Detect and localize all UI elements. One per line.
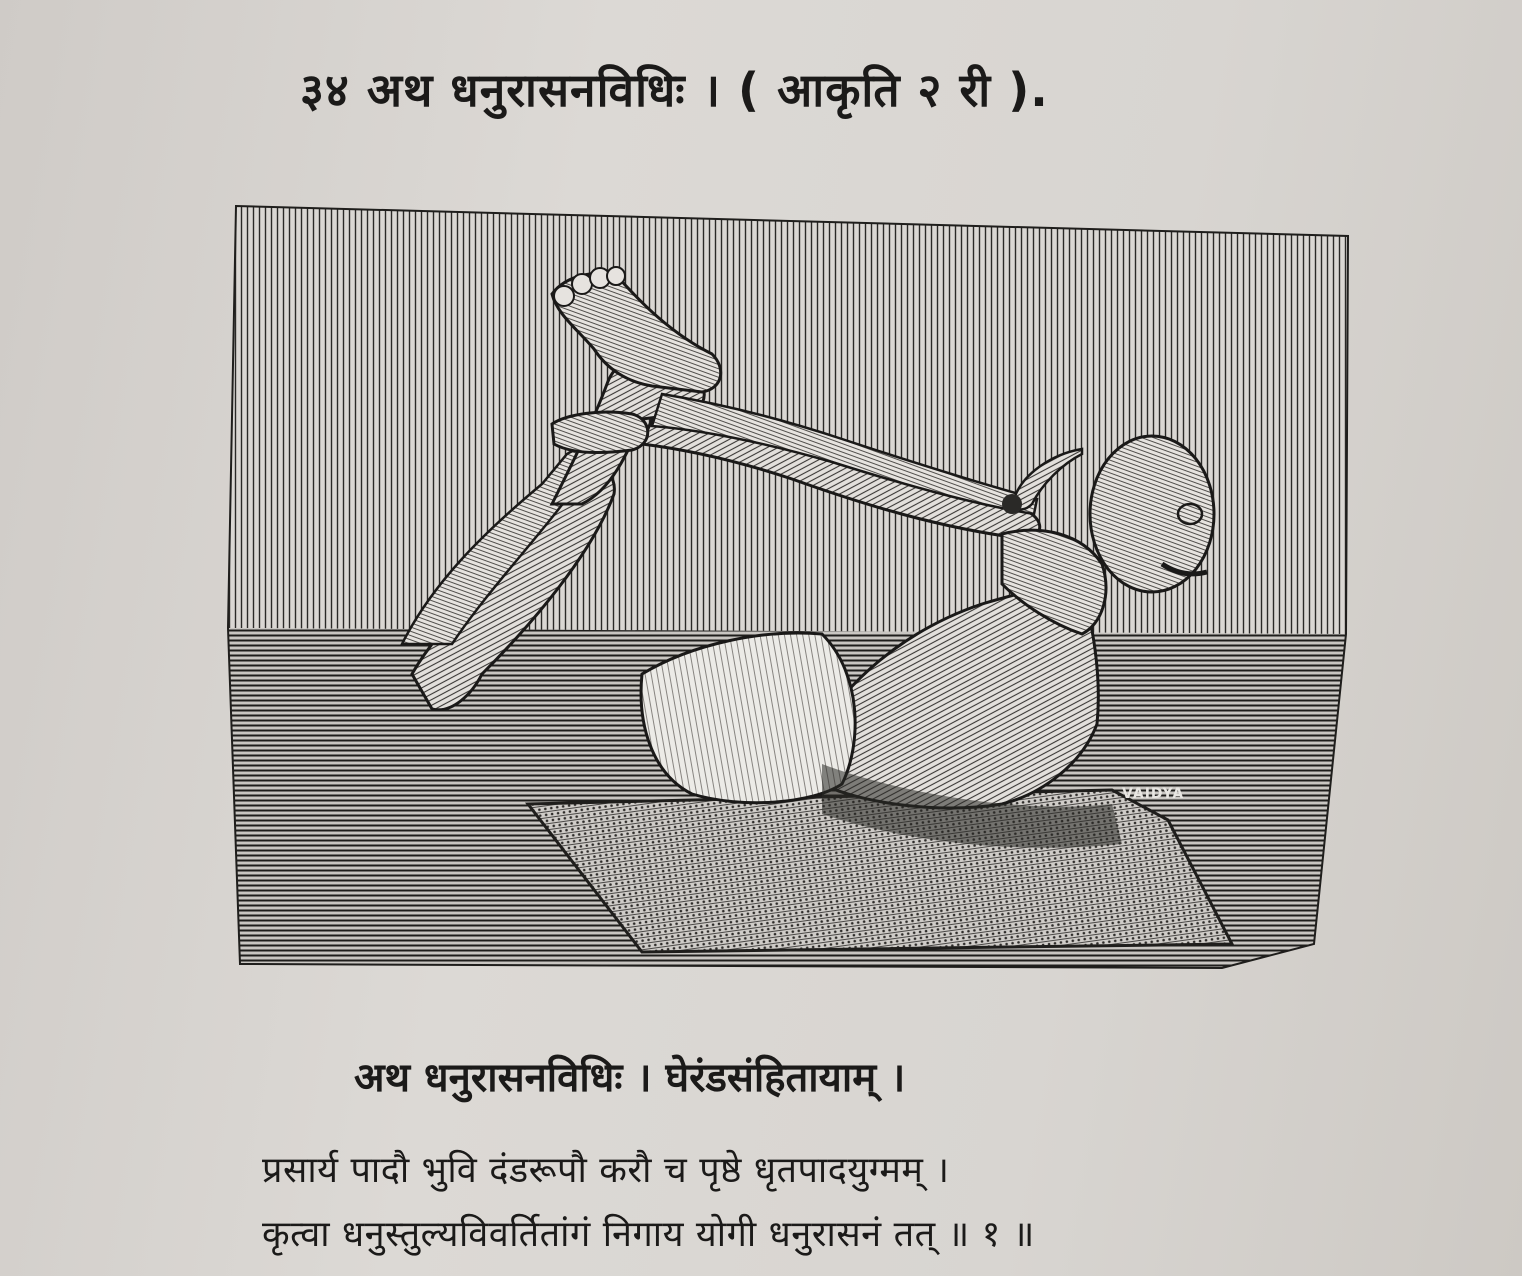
toe-2	[572, 274, 592, 294]
dhanurasana-illustration	[222, 204, 1352, 974]
figure-head	[1090, 436, 1214, 592]
figure-topknot-tuft	[1002, 494, 1022, 514]
toe-4	[607, 267, 625, 285]
section-heading: ३४ अथ धनुरासनविधिः । ( आकृति २ री ).	[300, 63, 1049, 117]
toe-1	[554, 286, 574, 306]
figure-hand	[552, 412, 648, 452]
engraver-signature: VAIDYA	[1122, 786, 1185, 802]
verse-line-2: कृत्वा धनुस्तुल्यविवर्तितांगं निगाय योगी धनुरासनं तत् ॥ १ ॥	[262, 1214, 1035, 1255]
caption-title: अथ धनुरासनविधिः । घेरंडसंहितायाम् ।	[354, 1055, 906, 1101]
verse-line-1: प्रसार्य पादौ भुवि दंडरूपौ करौ च पृष्ठे धृतपादयुग्मम् ।	[262, 1150, 950, 1191]
